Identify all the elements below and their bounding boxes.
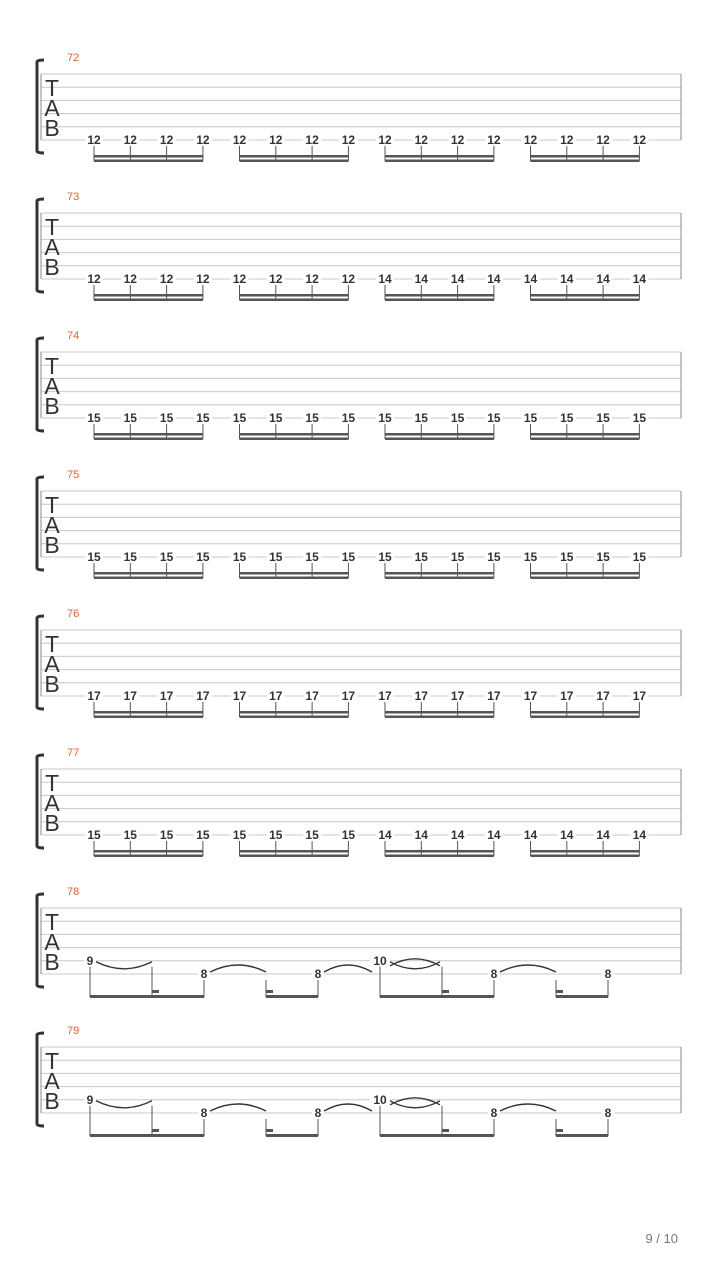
fret-number: 9	[86, 1092, 94, 1107]
beam	[531, 716, 640, 719]
tab-clef-letter: A	[44, 512, 60, 538]
tab-clef-letter: B	[44, 393, 60, 419]
fret-number: 12	[487, 133, 501, 147]
tab-clef-letter: A	[44, 651, 60, 677]
beam	[240, 577, 349, 580]
tab-clef-letter: T	[44, 770, 60, 796]
fret-number: 17	[232, 689, 247, 703]
fret-number: 15	[196, 828, 210, 842]
fret-number: 17	[450, 689, 465, 703]
tab-clef-letter: B	[44, 810, 60, 836]
fret-number: 12	[196, 272, 210, 286]
beam	[385, 160, 494, 163]
fret-number: 14	[414, 272, 428, 286]
fret-number: 8	[490, 967, 498, 981]
beam	[240, 299, 349, 302]
fret-number: 15	[487, 411, 501, 425]
fret-number: 12	[196, 133, 210, 147]
fret-number: 17	[159, 689, 174, 703]
fret-number: 8	[604, 967, 612, 981]
fret-number: 14	[632, 272, 647, 286]
tab-clef-letter: B	[44, 949, 60, 975]
tab-clef-letter: B	[44, 115, 60, 141]
beam	[385, 294, 494, 297]
fret-number: 12	[341, 133, 356, 147]
fret-number: 14	[596, 272, 610, 286]
fret-number: 15	[560, 411, 574, 425]
measure-number: 79	[67, 1025, 80, 1037]
beam	[531, 711, 640, 714]
fret-number: 15	[450, 411, 465, 425]
fret-number: 15	[414, 550, 428, 564]
tab-clef-letter: T	[44, 75, 60, 101]
beam	[556, 1134, 608, 1137]
fret-number: 17	[414, 689, 428, 703]
fret-number: 15	[341, 828, 356, 842]
fret-number: 12	[232, 133, 247, 147]
fret-number: 14	[378, 828, 392, 842]
beam	[385, 577, 494, 580]
fret-number: 15	[269, 550, 283, 564]
measure-number: 75	[67, 469, 80, 481]
tab-clef-letter: A	[44, 373, 60, 399]
beam	[240, 572, 349, 575]
fret-number: 14	[450, 828, 465, 842]
tab-system	[37, 330, 681, 440]
fret-number: 15	[269, 828, 283, 842]
fret-number: 12	[87, 272, 101, 286]
beam-stub	[442, 1129, 449, 1132]
fret-number: 12	[560, 133, 574, 147]
tab-system	[37, 608, 681, 718]
beam	[94, 294, 203, 297]
fret-number: 15	[341, 411, 356, 425]
beam	[240, 433, 349, 436]
fret-number: 15	[196, 550, 210, 564]
fret-number: 15	[523, 550, 538, 564]
fret-number: 15	[378, 411, 392, 425]
tab-system	[37, 886, 681, 998]
fret-number: 15	[341, 550, 356, 564]
fret-number: 15	[159, 411, 174, 425]
tab-clef-letter: B	[44, 532, 60, 558]
beam	[385, 716, 494, 719]
beam	[240, 438, 349, 441]
fret-number: 17	[596, 689, 610, 703]
fret-number: 15	[450, 550, 465, 564]
fret-number: 17	[560, 689, 574, 703]
beam	[94, 572, 203, 575]
fret-number: 15	[87, 411, 101, 425]
beam	[531, 160, 640, 163]
page-number: 9 / 10	[645, 1231, 678, 1246]
fret-number: 14	[414, 828, 428, 842]
beam	[94, 299, 203, 302]
beam	[385, 850, 494, 853]
measure-number: 74	[67, 330, 80, 342]
beam	[240, 711, 349, 714]
beam	[94, 711, 203, 714]
beam	[531, 294, 640, 297]
tab-system	[37, 191, 681, 301]
fret-number: 12	[523, 133, 538, 147]
fret-number: 8	[604, 1106, 612, 1120]
fret-number: 14	[523, 828, 538, 842]
tab-system	[37, 52, 681, 162]
tie	[210, 965, 266, 972]
beam	[556, 995, 608, 998]
fret-number: 17	[487, 689, 501, 703]
tie	[500, 1104, 556, 1111]
tab-clef-letter: T	[44, 631, 60, 657]
fret-number: 12	[123, 133, 137, 147]
fret-number: 15	[232, 550, 247, 564]
measure-number: 76	[67, 608, 80, 620]
fret-number: 15	[487, 550, 501, 564]
tie	[96, 962, 152, 969]
tab-clef-letter: T	[44, 1048, 60, 1074]
tie	[500, 965, 556, 972]
beam	[531, 577, 640, 580]
fret-number: 12	[159, 272, 174, 286]
beam-stub	[556, 990, 563, 993]
beam	[385, 711, 494, 714]
tie	[210, 1104, 266, 1111]
beam	[266, 995, 318, 998]
fret-number: 17	[87, 689, 101, 703]
fret-number: 15	[378, 550, 392, 564]
fret-number: 15	[123, 411, 137, 425]
fret-number: 17	[123, 689, 137, 703]
fret-number: 12	[123, 272, 137, 286]
tab-system	[37, 747, 681, 857]
tab-system	[37, 469, 681, 579]
fret-number: 17	[378, 689, 392, 703]
tie	[96, 1101, 152, 1108]
fret-number: 17	[305, 689, 319, 703]
fret-number: 12	[450, 133, 465, 147]
fret-number: 8	[490, 1106, 498, 1120]
beam	[531, 299, 640, 302]
fret-number: 14	[487, 828, 501, 842]
beam	[240, 855, 349, 858]
fret-number: 12	[414, 133, 428, 147]
beam	[240, 850, 349, 853]
beam	[90, 1134, 204, 1137]
fret-number: 12	[269, 272, 283, 286]
beam	[94, 155, 203, 158]
beam	[240, 155, 349, 158]
beam	[94, 850, 203, 853]
beam-stub	[152, 1129, 159, 1132]
fret-number: 12	[305, 272, 319, 286]
measure-number: 78	[67, 886, 80, 898]
fret-number: 17	[341, 689, 356, 703]
fret-number: 15	[632, 550, 647, 564]
fret-number: 15	[123, 828, 137, 842]
beam-stub	[442, 990, 449, 993]
fret-number: 17	[632, 689, 647, 703]
beam	[385, 433, 494, 436]
beam	[531, 850, 640, 853]
tab-system	[37, 1025, 681, 1137]
beam	[90, 995, 204, 998]
fret-number: 15	[305, 550, 319, 564]
fret-number: 15	[232, 828, 247, 842]
beam-stub	[556, 1129, 563, 1132]
beam	[385, 299, 494, 302]
beam-stub	[266, 990, 273, 993]
fret-number: 14	[378, 272, 392, 286]
fret-number: 14	[487, 272, 501, 286]
tie	[324, 1104, 372, 1111]
fret-number: 12	[632, 133, 647, 147]
fret-number: 15	[159, 828, 174, 842]
fret-number: 15	[305, 828, 319, 842]
fret-number: 10	[373, 953, 387, 968]
fret-number: 8	[200, 1106, 208, 1120]
fret-number: 12	[159, 133, 174, 147]
beam	[385, 855, 494, 858]
beam	[531, 155, 640, 158]
beam	[94, 438, 203, 441]
tie	[324, 965, 372, 972]
fret-number: 14	[596, 828, 610, 842]
fret-number: 14	[560, 828, 574, 842]
fret-number: 17	[523, 689, 538, 703]
fret-number: 12	[596, 133, 610, 147]
tab-clef-letter: T	[44, 353, 60, 379]
fret-number: 15	[305, 411, 319, 425]
measure-number: 72	[67, 52, 80, 64]
beam	[531, 572, 640, 575]
fret-number: 8	[314, 1106, 322, 1120]
fret-number: 15	[596, 411, 610, 425]
fret-number: 12	[378, 133, 392, 147]
beam	[380, 1134, 494, 1137]
beam	[94, 160, 203, 163]
fret-number: 15	[123, 550, 137, 564]
beam	[94, 716, 203, 719]
beam	[240, 160, 349, 163]
tab-clef-letter: A	[44, 929, 60, 955]
beam	[531, 433, 640, 436]
beam	[385, 438, 494, 441]
fret-number: 15	[196, 411, 210, 425]
fret-number: 12	[232, 272, 247, 286]
fret-number: 14	[632, 828, 647, 842]
fret-number: 15	[269, 411, 283, 425]
fret-number: 12	[87, 133, 101, 147]
beam	[240, 294, 349, 297]
tab-clef-letter: B	[44, 671, 60, 697]
fret-number: 15	[596, 550, 610, 564]
tab-clef-letter: T	[44, 492, 60, 518]
fret-number: 12	[269, 133, 283, 147]
fret-number: 8	[200, 967, 208, 981]
fret-number: 12	[305, 133, 319, 147]
beam-stub	[152, 990, 159, 993]
beam	[240, 716, 349, 719]
fret-number: 8	[314, 967, 322, 981]
tab-clef-letter: B	[44, 1088, 60, 1114]
fret-number: 15	[560, 550, 574, 564]
beam	[385, 572, 494, 575]
fret-number: 14	[450, 272, 465, 286]
beam	[531, 438, 640, 441]
beam	[94, 577, 203, 580]
tab-clef-letter: A	[44, 1068, 60, 1094]
measure-number: 77	[67, 747, 80, 759]
fret-number: 15	[87, 828, 101, 842]
beam	[385, 155, 494, 158]
tab-clef-letter: A	[44, 95, 60, 121]
fret-number: 12	[341, 272, 356, 286]
fret-number: 17	[196, 689, 210, 703]
beam	[94, 855, 203, 858]
fret-number: 9	[86, 953, 94, 968]
tab-clef-letter: T	[44, 214, 60, 240]
tab-clef-letter: A	[44, 234, 60, 260]
measure-number: 73	[67, 191, 80, 203]
beam	[266, 1134, 318, 1137]
fret-number: 17	[269, 689, 283, 703]
tab-clef-letter: T	[44, 909, 60, 935]
fret-number: 14	[523, 272, 538, 286]
tab-clef-letter: B	[44, 254, 60, 280]
fret-number: 14	[560, 272, 574, 286]
fret-number: 15	[232, 411, 247, 425]
beam	[94, 433, 203, 436]
tab-clef-letter: A	[44, 790, 60, 816]
fret-number: 15	[523, 411, 538, 425]
beam	[531, 855, 640, 858]
fret-number: 15	[632, 411, 647, 425]
beam-stub	[266, 1129, 273, 1132]
fret-number: 15	[159, 550, 174, 564]
fret-number: 15	[87, 550, 101, 564]
fret-number: 15	[414, 411, 428, 425]
beam	[380, 995, 494, 998]
fret-number: 10	[373, 1092, 387, 1107]
